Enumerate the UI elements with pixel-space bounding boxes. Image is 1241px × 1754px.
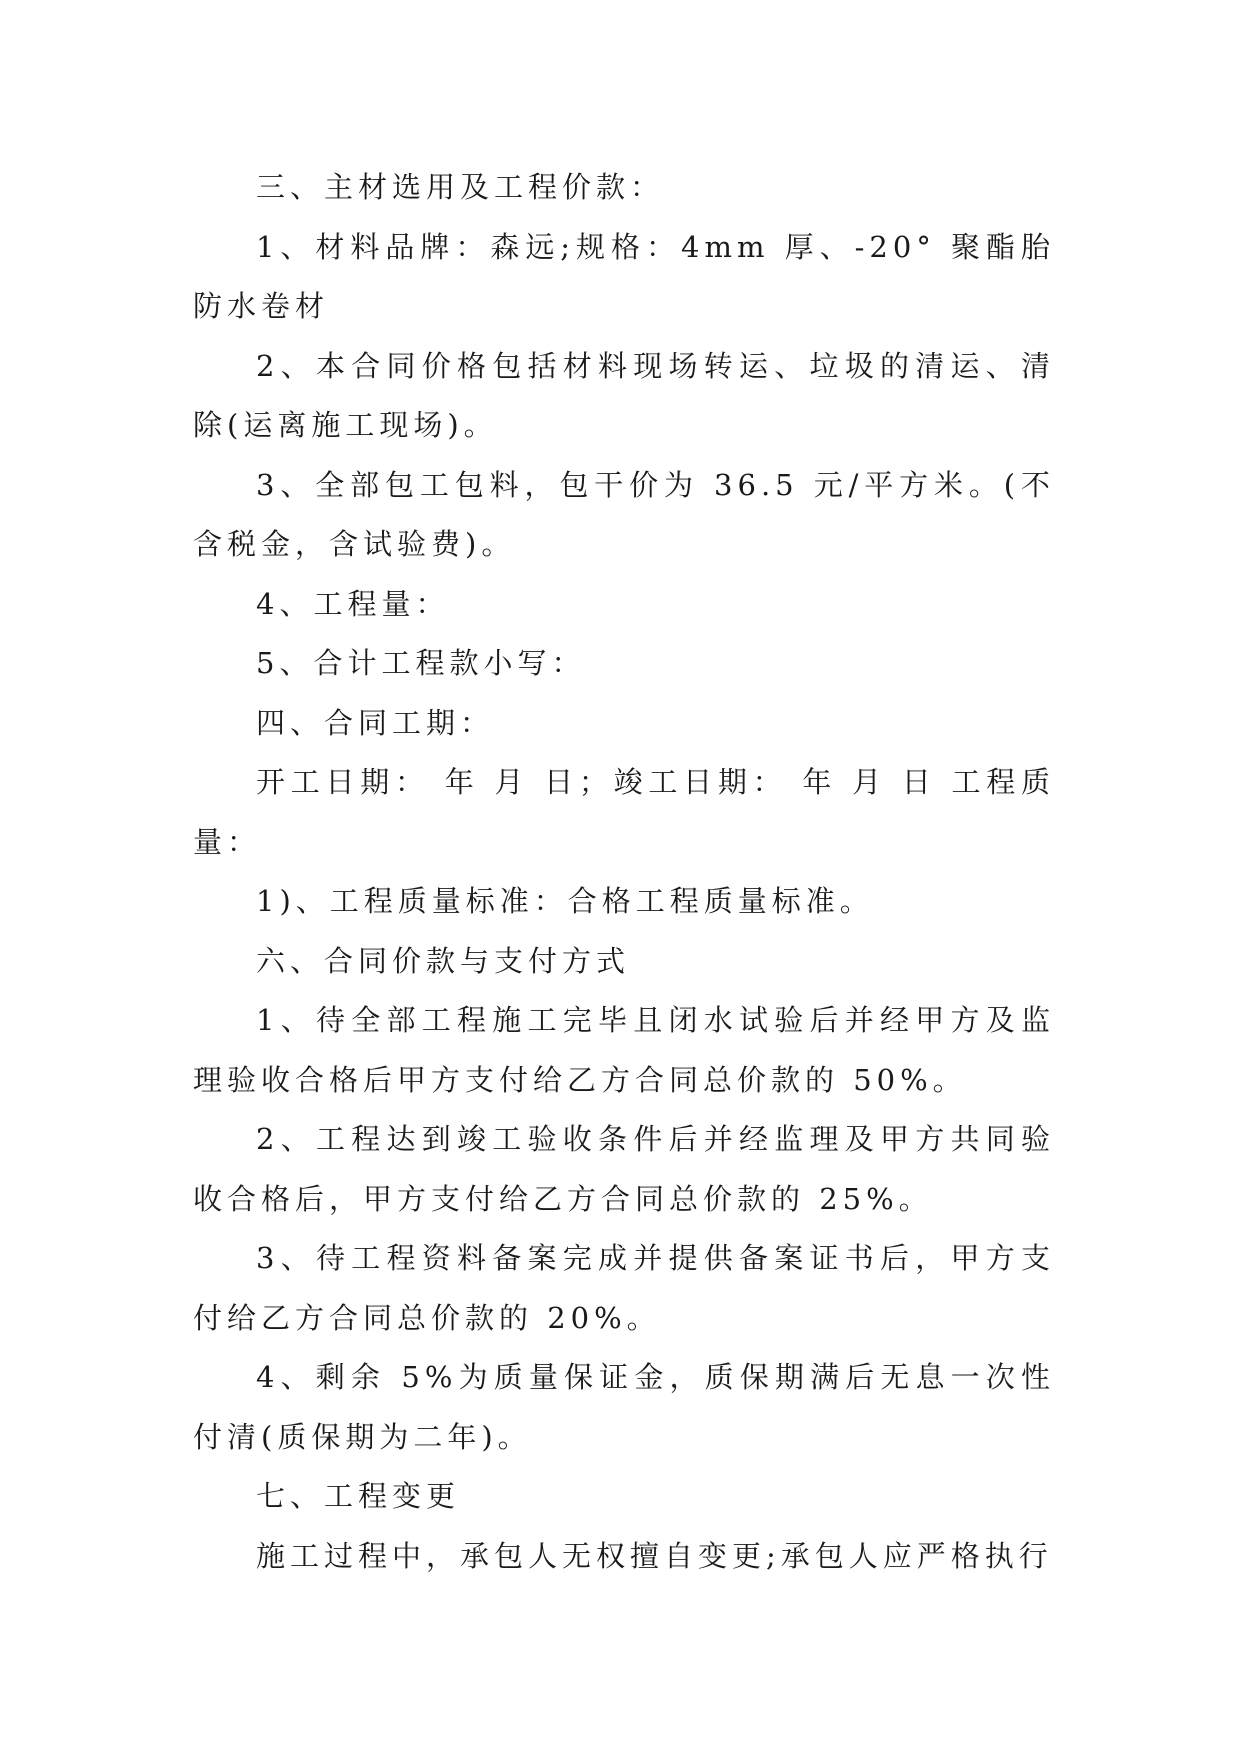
section-heading-changes: 七、工程变更 — [256, 1479, 461, 1513]
clause-unit-price: 3、全部包工包料，包干价为 36.5 元/平方米。(不含税金，含试验费)。 — [193, 467, 1055, 561]
section-heading-payment: 六、合同价款与支付方式 — [256, 943, 631, 978]
clause-quantity: 4、工程量： — [256, 586, 450, 621]
clause-payment-2: 2、工程达到竣工验收条件后并经监理及甲方共同验收合格后，甲方支付给乙方合同总价款的 25%。 — [193, 1122, 1055, 1216]
clause-price-scope: 2、本合同价格包括材料现场转运、垃圾的清运、清除(运离施工现场)。 — [193, 348, 1055, 442]
clause-material-brand: 1、材料品牌：森远;规格：4mm 厚、-20° 聚酯胎防水卷材 — [193, 229, 1055, 323]
document-body — [193, 158, 1055, 1586]
section-heading-materials: 三、主材选用及工程价款： — [256, 170, 665, 204]
clause-payment-1: 1、待全部工程施工完毕且闭水试验后并经甲方及监理验收合格后甲方支付给乙方合同总价款的 50%。 — [193, 1003, 1055, 1097]
clause-payment-4: 4、剩余 5%为质量保证金，质保期满后无息一次性付清(质保期为二年)。 — [193, 1360, 1055, 1454]
clause-payment-3: 3、待工程资料备案完成并提供备案证书后，甲方支付给乙方合同总价款的 20%。 — [193, 1241, 1055, 1335]
clause-changes: 施工过程中，承包人无权擅自变更;承包人应严格执行 — [256, 1538, 1053, 1573]
clause-dates-quality: 开工日期： 年 月 日；竣工日期： 年 月 日 工程质量： — [193, 765, 1055, 859]
clause-quality-standard: 1)、工程质量标准：合格工程质量标准。 — [256, 884, 874, 918]
clause-total-amount: 5、合计工程款小写： — [256, 646, 586, 680]
section-heading-duration: 四、合同工期： — [256, 705, 495, 740]
